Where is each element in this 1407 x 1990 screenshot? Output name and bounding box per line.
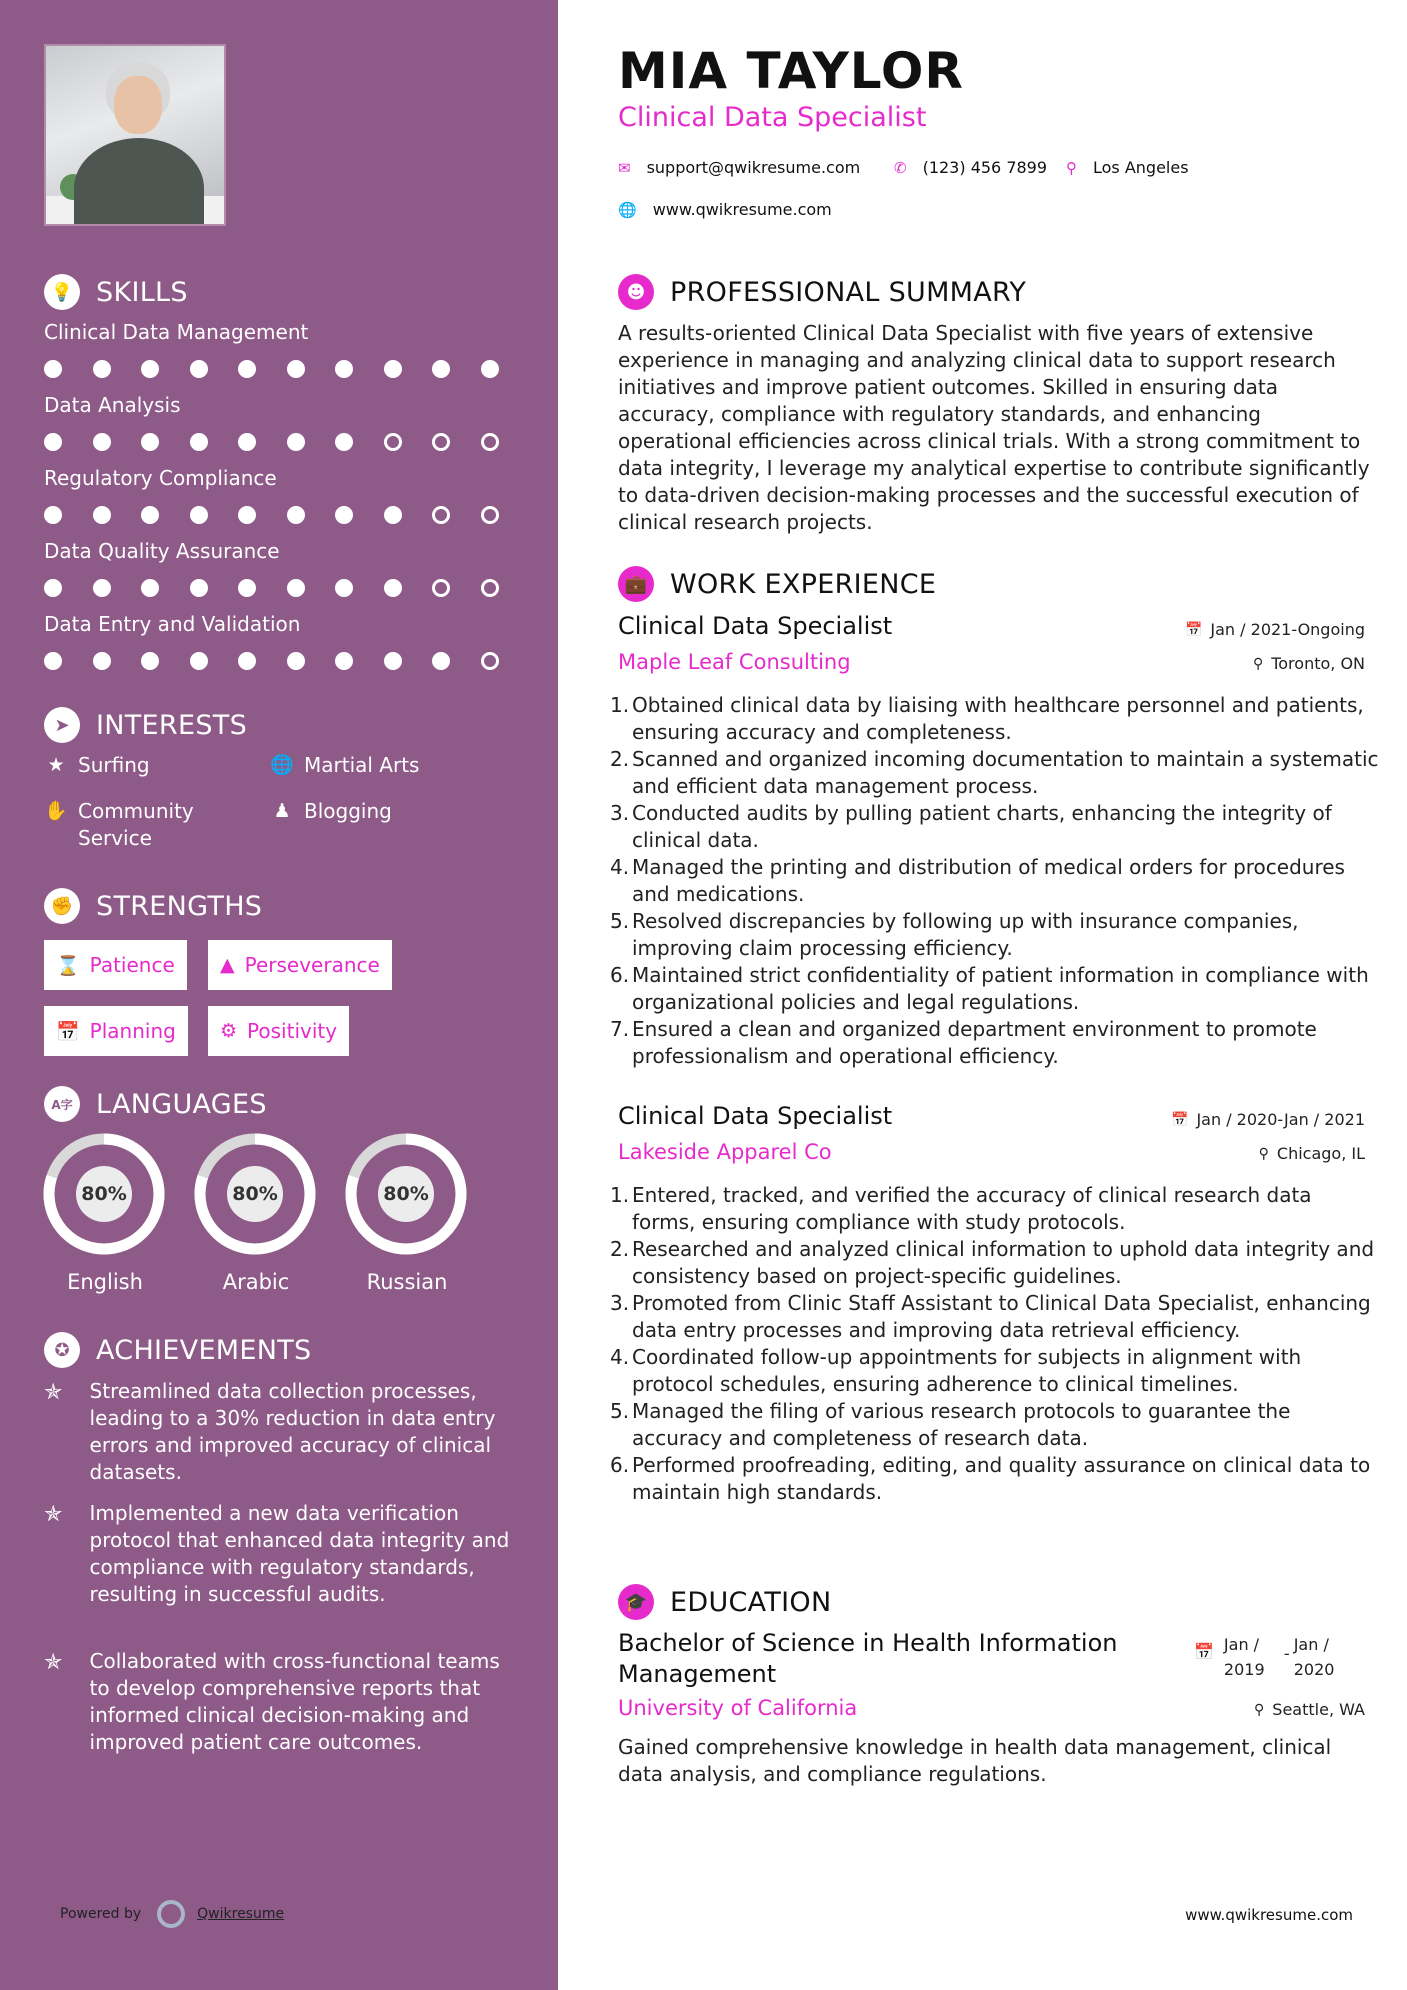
rating-dot-empty — [481, 506, 499, 524]
rating-dot-filled — [481, 360, 499, 378]
list-item: 2. Scanned and organized incoming documentation to maintain a systematic and efficient data management process. — [610, 747, 1379, 798]
language-percent: 80% — [378, 1166, 434, 1222]
rating-dot-filled — [93, 506, 111, 524]
footer-url[interactable]: www.qwikresume.com — [1185, 1906, 1353, 1924]
job-title: Clinical Data Specialist — [618, 612, 893, 640]
skill-name: Clinical Data Management — [44, 320, 309, 344]
skill-name: Data Analysis — [44, 393, 181, 417]
skills-heading: 💡 SKILLS — [44, 272, 188, 312]
achievements-heading: ✪ ACHIEVEMENTS — [44, 1330, 312, 1370]
skill-name: Data Entry and Validation — [44, 612, 301, 636]
language-ring — [344, 1132, 468, 1256]
map-pin-icon: ⚲ — [1066, 158, 1077, 177]
stars-icon: ✯ — [44, 1650, 63, 1675]
job-dates: 📅 Jan / 2021-Ongoing — [1184, 620, 1365, 639]
language-ring — [42, 1132, 166, 1256]
hand-icon: ✋ — [44, 800, 68, 822]
rating-dot-filled — [287, 433, 305, 451]
candidate-title: Clinical Data Specialist — [618, 102, 927, 133]
job-location: ⚲ Chicago, IL — [1258, 1144, 1365, 1163]
translate-icon: A字 — [44, 1086, 80, 1122]
education-description: Gained comprehensive knowledge in health data management, clinical data analysis, and compliance regulations. — [618, 1735, 1332, 1786]
achievement-item: ✯ Collaborated with cross-functional teams to develop comprehensive reports that informed clinical decision-making and improved patient care outcomes. — [44, 1649, 500, 1754]
list-item: 2. Researched and analyzed clinical information to uphold data integrity and consistency based on project-specific guidelines. — [610, 1237, 1375, 1288]
interest-item: ✋ Community Service — [44, 799, 194, 850]
stars-icon: ✪ — [44, 1332, 80, 1368]
envelope-icon: ✉ — [618, 158, 631, 177]
list-item: 7. Ensured a clean and organized department environment to promote professionalism and operational efficiency. — [610, 1017, 1317, 1068]
rating-dot-empty — [432, 433, 450, 451]
calendar-icon: 📅 — [1194, 1642, 1214, 1661]
language-name: Russian — [366, 1270, 448, 1294]
qwikresume-logo-icon — [157, 1900, 185, 1928]
strength-badge: ⚙ Positivity — [208, 1006, 349, 1056]
map-pin-icon: ⚲ — [1258, 1145, 1269, 1162]
paper-plane-icon: ➤ — [44, 707, 80, 743]
map-pin-icon: ⚲ — [1254, 1701, 1265, 1718]
skill-row — [44, 612, 504, 672]
rating-dot-empty — [432, 506, 450, 524]
stars-icon: ✯ — [44, 1380, 63, 1405]
rating-dot-filled — [190, 506, 208, 524]
user-icon: ☻ — [618, 274, 654, 310]
lightbulb-icon: 💡 — [44, 274, 80, 310]
rating-dot-filled — [384, 652, 402, 670]
list-item: 4. Coordinated follow-up appointments for subjects in alignment with protocol schedules, ensuring adherence to clinical timelines. — [610, 1345, 1302, 1396]
calendar-icon: 📅 — [1184, 621, 1203, 638]
rating-dot-filled — [238, 360, 256, 378]
rating-dot-filled — [190, 433, 208, 451]
rating-dot-filled — [335, 579, 353, 597]
rating-dot-filled — [238, 652, 256, 670]
rating-dot-filled — [44, 652, 62, 670]
rating-dot-filled — [190, 360, 208, 378]
rating-dot-filled — [238, 433, 256, 451]
rating-dot-filled — [141, 652, 159, 670]
globe-icon: 🌐 — [270, 754, 294, 776]
job-title: Clinical Data Specialist — [618, 1102, 893, 1130]
rating-dot-filled — [287, 652, 305, 670]
interests-heading: ➤ INTERESTS — [44, 705, 247, 745]
gear-icon: ⚙ — [220, 1020, 238, 1042]
job-company: Lakeside Apparel Co — [618, 1140, 832, 1164]
rating-dot-filled — [141, 433, 159, 451]
rating-dot-filled — [93, 360, 111, 378]
contact-email[interactable]: ✉ support@qwikresume.com — [618, 158, 861, 177]
rating-dot-filled — [238, 506, 256, 524]
language-percent: 80% — [227, 1166, 283, 1222]
summary-text: A results-oriented Clinical Data Specialist with five years of extensive experience in managing and analyzing clinical data to support research initiatives and improve patient outcomes. Skilled in ensuring data accuracy, compliance with regulatory standards, and enhancing operational efficiencies across clinical trials. With a strong commitment to data integrity, I leverage my analytical expertise to contribute significantly to data-driven decision-making processes and the successful execution of clinical research projects. — [618, 321, 1370, 534]
language-item — [42, 1132, 168, 1294]
users-icon: ♟ — [273, 800, 291, 822]
degree-title: Bachelor of Science in Health Information Management — [618, 1629, 1118, 1688]
rating-dot-filled — [44, 506, 62, 524]
rating-dot-empty — [481, 652, 499, 670]
skill-rating — [44, 433, 504, 453]
profile-photo — [44, 44, 226, 226]
rating-dot-filled — [141, 579, 159, 597]
language-name: English — [67, 1270, 143, 1294]
language-item — [193, 1132, 319, 1294]
list-item: 1. Obtained clinical data by liaising with healthcare personnel and patients, ensuring accuracy and completeness. — [610, 693, 1364, 744]
strength-badge: ⌛ Patience — [44, 940, 187, 990]
rating-dot-filled — [93, 652, 111, 670]
list-item: 1. Entered, tracked, and verified the accuracy of clinical research data forms, ensuring compliance with study protocols. — [610, 1183, 1312, 1234]
strength-badge: ▲ Perseverance — [208, 940, 392, 990]
map-pin-icon: ⚲ — [1252, 655, 1264, 672]
contact-phone[interactable]: ✆ (123) 456 7899 — [894, 158, 1048, 177]
rating-dot-filled — [238, 579, 256, 597]
contact-website[interactable]: 🌐 www.qwikresume.com — [618, 200, 832, 219]
fist-icon: ✊ — [44, 888, 80, 924]
summary-heading: ☻ PROFESSIONAL SUMMARY — [618, 272, 1026, 312]
skill-row — [44, 466, 504, 526]
list-item: 5. Resolved discrepancies by following up with insurance companies, improving claim processing efficiency. — [610, 909, 1299, 960]
skill-row — [44, 320, 504, 380]
rating-dot-filled — [335, 360, 353, 378]
rating-dot-filled — [384, 506, 402, 524]
skill-name: Data Quality Assurance — [44, 539, 280, 563]
education-heading: 🎓 EDUCATION — [618, 1582, 831, 1622]
hourglass-icon: ⌛ — [56, 954, 80, 977]
interest-item: ♟ Blogging — [270, 798, 392, 825]
calendar-icon: 📅 — [56, 1020, 80, 1043]
phone-icon: ✆ — [894, 158, 907, 177]
job-bullets — [610, 1182, 1380, 1506]
globe-icon: 🌐 — [618, 200, 637, 219]
skill-rating — [44, 579, 504, 599]
qwikresume-link[interactable]: Qwikresume — [197, 1906, 285, 1922]
list-item: 4. Managed the printing and distribution of medical orders for procedures and medications. — [610, 855, 1345, 906]
rating-dot-empty — [384, 433, 402, 451]
road-icon: ▲ — [220, 954, 235, 976]
rating-dot-filled — [287, 506, 305, 524]
job-dates: 📅 Jan / 2020-Jan / 2021 — [1171, 1110, 1365, 1129]
rating-dot-filled — [335, 652, 353, 670]
list-item: 5. Managed the filing of various research protocols to guarantee the accuracy and completeness of research data. — [610, 1399, 1291, 1450]
list-item: 6. Performed proofreading, editing, and quality assurance on clinical data to maintain high standards. — [610, 1453, 1371, 1504]
rating-dot-empty — [432, 579, 450, 597]
job-company: Maple Leaf Consulting — [618, 650, 851, 674]
job-location: ⚲ Toronto, ON — [1252, 654, 1365, 673]
rating-dot-filled — [44, 433, 62, 451]
briefcase-icon: 💼 — [618, 566, 654, 602]
rating-dot-filled — [384, 360, 402, 378]
achievement-item: ✯ Implemented a new data verification protocol that enhanced data integrity and compliance with regulatory standards, resulting in successful audits. — [44, 1501, 510, 1606]
rating-dot-empty — [481, 579, 499, 597]
language-name: Arabic — [222, 1270, 290, 1294]
rating-dot-filled — [44, 579, 62, 597]
language-ring — [193, 1132, 317, 1256]
rating-dot-filled — [432, 652, 450, 670]
education-dates: 📅 Jan / 2019 - Jan / 2020 — [1194, 1632, 1350, 1682]
strengths-heading: ✊ STRENGTHS — [44, 886, 262, 926]
rating-dot-filled — [93, 579, 111, 597]
list-item: 3. Promoted from Clinic Staff Assistant to Clinical Data Specialist, enhancing data entry processes and improving data retrieval efficiency. — [610, 1291, 1371, 1342]
rating-dot-filled — [335, 433, 353, 451]
powered-by: Powered by Qwikresume — [60, 1900, 284, 1928]
languages-heading: A字 LANGUAGES — [44, 1084, 267, 1124]
achievement-item: ✯ Streamlined data collection processes, leading to a 30% reduction in data entry errors and improved accuracy of clinical datasets. — [44, 1379, 496, 1484]
rating-dot-filled — [141, 360, 159, 378]
rating-dot-filled — [335, 506, 353, 524]
star-icon: ★ — [47, 754, 65, 776]
interest-item: ★ Surfing — [44, 752, 150, 779]
interest-item: 🌐 Martial Arts — [270, 753, 420, 777]
strength-badge: 📅 Planning — [44, 1006, 188, 1056]
rating-dot-empty — [481, 433, 499, 451]
rating-dot-filled — [432, 360, 450, 378]
calendar-icon: 📅 — [1171, 1111, 1189, 1128]
rating-dot-filled — [93, 433, 111, 451]
skill-rating — [44, 652, 504, 672]
candidate-name: MIA TAYLOR — [618, 42, 964, 100]
rating-dot-filled — [287, 579, 305, 597]
rating-dot-filled — [141, 506, 159, 524]
contact-location: ⚲ Los Angeles — [1066, 158, 1189, 177]
stars-icon: ✯ — [44, 1502, 63, 1527]
rating-dot-filled — [190, 652, 208, 670]
graduation-cap-icon: 🎓 — [618, 1584, 654, 1620]
rating-dot-filled — [44, 360, 62, 378]
language-item — [344, 1132, 470, 1294]
experience-heading: 💼 WORK EXPERIENCE — [618, 564, 936, 604]
main-content — [558, 0, 1407, 1990]
skill-rating — [44, 360, 504, 380]
skill-row — [44, 393, 504, 453]
school-name: University of California — [618, 1696, 858, 1720]
sidebar — [0, 0, 558, 1990]
skill-rating — [44, 506, 504, 526]
rating-dot-filled — [287, 360, 305, 378]
list-item: 3. Conducted audits by pulling patient charts, enhancing the integrity of clinical data. — [610, 801, 1332, 852]
rating-dot-filled — [190, 579, 208, 597]
list-item: 6. Maintained strict confidentiality of patient information in compliance with organizational policies and legal regulations. — [610, 963, 1369, 1014]
school-location: ⚲ Seattle, WA — [1254, 1700, 1365, 1719]
language-percent: 80% — [76, 1166, 132, 1222]
skill-row — [44, 539, 504, 599]
rating-dot-filled — [384, 579, 402, 597]
job-bullets — [610, 692, 1380, 1070]
skill-name: Regulatory Compliance — [44, 466, 277, 490]
